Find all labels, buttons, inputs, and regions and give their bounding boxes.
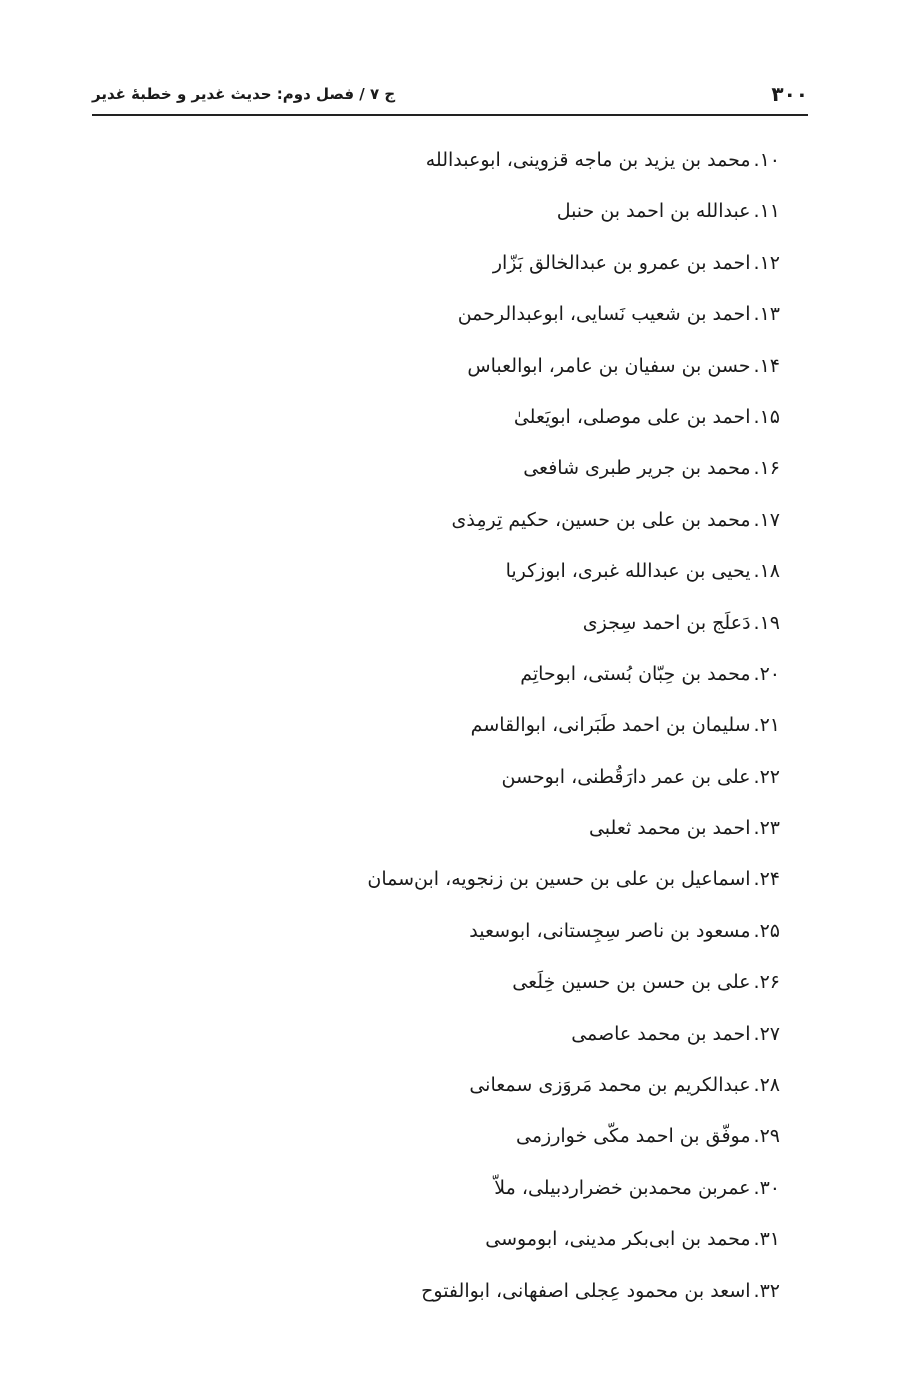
list-item: [92, 348, 780, 399]
entry-separator: .: [753, 149, 760, 171]
entry-number: ۲۰: [759, 662, 780, 685]
narrator-list: [92, 142, 780, 1324]
entry-text: محمد بن ابی‌بکر مدینی، ابوموسی: [485, 1228, 751, 1251]
entry-text: محمد بن حِبّان بُستی، ابوحاتِم: [520, 662, 751, 685]
entry-separator: .: [753, 971, 760, 994]
entry-number: ۳۰: [759, 1176, 780, 1199]
list-item: [92, 1170, 780, 1221]
list-item: [92, 1118, 780, 1169]
entry-number: ۱۹: [759, 611, 780, 634]
list-item: [92, 759, 780, 810]
entry-separator: .: [753, 611, 760, 634]
list-item: [92, 913, 780, 964]
entry-text: عبدالکریم بن محمد مَروَزی سمعانی: [469, 1074, 751, 1097]
list-item: [92, 1273, 780, 1324]
page-number: ۳۰۰: [771, 82, 808, 106]
entry-number: ۱۴: [759, 354, 780, 377]
entry-text: دَعلَج بن احمد سِجزی: [582, 611, 751, 634]
list-item: [92, 656, 780, 707]
entry-text: موفّق بن احمد مکّی خوارزمی: [516, 1125, 751, 1148]
entry-separator: .: [753, 251, 760, 274]
list-item: [92, 964, 780, 1015]
entry-number: ۲۱: [759, 714, 780, 737]
entry-separator: .: [753, 1228, 760, 1251]
entry-separator: .: [753, 508, 760, 531]
entry-number: ۲۶: [759, 971, 780, 994]
entry-separator: .: [753, 560, 760, 583]
entry-text: اسعد بن محمود عِجلی اصفهانی، ابوالفتوح: [421, 1279, 751, 1302]
entry-text: احمد بن علی موصلی، ابویَعلیٰ: [513, 405, 751, 428]
entry-separator: .: [753, 1074, 760, 1097]
entry-separator: .: [753, 919, 760, 942]
entry-separator: .: [753, 354, 760, 377]
list-item: [92, 861, 780, 912]
list-item: [92, 450, 780, 501]
entry-number: ۱۶: [759, 457, 780, 480]
entry-text: عمربن محمدبن خضراردبیلی، ملاّ: [494, 1176, 751, 1199]
entry-number: ۲۷: [759, 1022, 780, 1045]
list-item: [92, 1016, 780, 1067]
list-item: [92, 142, 780, 193]
entry-text: حسن بن سفیان بن عامر، ابوالعباس: [467, 354, 751, 377]
entry-text: محمد بن یزید بن ماجه قزوینی، ابوعبدالله: [425, 149, 751, 171]
entry-number: ۲۲: [759, 765, 780, 788]
entry-text: احمد بن عمرو بن عبدالخالق بَزّار: [492, 251, 751, 274]
entry-separator: .: [753, 765, 760, 788]
list-item: [92, 502, 780, 553]
entry-separator: .: [753, 662, 760, 685]
list-item: [92, 810, 780, 861]
entry-number: ۱۲: [759, 251, 780, 274]
entry-separator: .: [753, 1279, 760, 1302]
entry-separator: .: [753, 1125, 760, 1148]
entry-separator: .: [753, 817, 760, 840]
entry-number: ۱۰: [759, 149, 780, 171]
entry-text: یحیی بن عبدالله غبری، ابوزکریا: [505, 560, 751, 583]
entry-number: ۲۵: [759, 919, 780, 942]
entry-separator: .: [753, 1176, 760, 1199]
entry-number: ۳۲: [759, 1279, 780, 1302]
entry-text: مسعود بن ناصر سِجِستانی، ابوسعید: [469, 919, 751, 942]
entry-separator: .: [753, 714, 760, 737]
entry-number: ۱۵: [759, 405, 780, 428]
entry-number: ۲۴: [759, 868, 780, 891]
entry-number: ۱۱: [759, 200, 780, 223]
list-item: [92, 296, 780, 347]
entry-text: احمد بن شعیب نَسایی، ابوعبدالرحمن: [457, 303, 751, 326]
entry-separator: .: [753, 457, 760, 480]
entry-number: ۲۸: [759, 1074, 780, 1097]
entry-number: ۱۷: [759, 508, 780, 531]
entry-text: احمد بن محمد ثعلبی: [588, 817, 751, 840]
entry-separator: .: [753, 1022, 760, 1045]
list-item: [92, 707, 780, 758]
list-item: [92, 193, 780, 244]
entry-number: ۱۸: [759, 560, 780, 583]
entry-number: ۱۳: [759, 303, 780, 326]
list-item: [92, 399, 780, 450]
running-title: ج ۷ / فصل دوم: حدیث غدیر و خطبهٔ غدیر: [92, 85, 396, 103]
entry-text: محمد بن جریر طبری شافعی: [523, 457, 751, 480]
entry-number: ۲۳: [759, 817, 780, 840]
entry-separator: .: [753, 303, 760, 326]
entry-text: احمد بن محمد عاصمی: [571, 1022, 751, 1045]
list-item: [92, 245, 780, 296]
list-item: [92, 1067, 780, 1118]
list-item: [92, 1221, 780, 1272]
list-item: [92, 553, 780, 604]
entry-text: علی بن حسن بن حسین خِلَعی: [512, 971, 751, 994]
entry-text: محمد بن علی بن حسین، حکیم تِرمِذی: [451, 508, 751, 531]
entry-text: سلیمان بن احمد طَبَرانی، ابوالقاسم: [470, 714, 751, 737]
entry-text: علی بن عمر دارَقُطنی، ابوحسن: [501, 765, 751, 788]
entry-separator: .: [753, 405, 760, 428]
entry-number: ۲۹: [759, 1125, 780, 1148]
entry-number: ۳۱: [759, 1228, 780, 1251]
entry-separator: .: [753, 868, 760, 891]
entry-separator: .: [753, 200, 760, 223]
entry-text: عبدالله بن احمد بن حنبل: [556, 200, 751, 223]
list-item: [92, 605, 780, 656]
page-header: [92, 74, 808, 116]
entry-text: اسماعیل بن علی بن حسین بن زنجویه، ابن‌سمان: [367, 868, 751, 891]
